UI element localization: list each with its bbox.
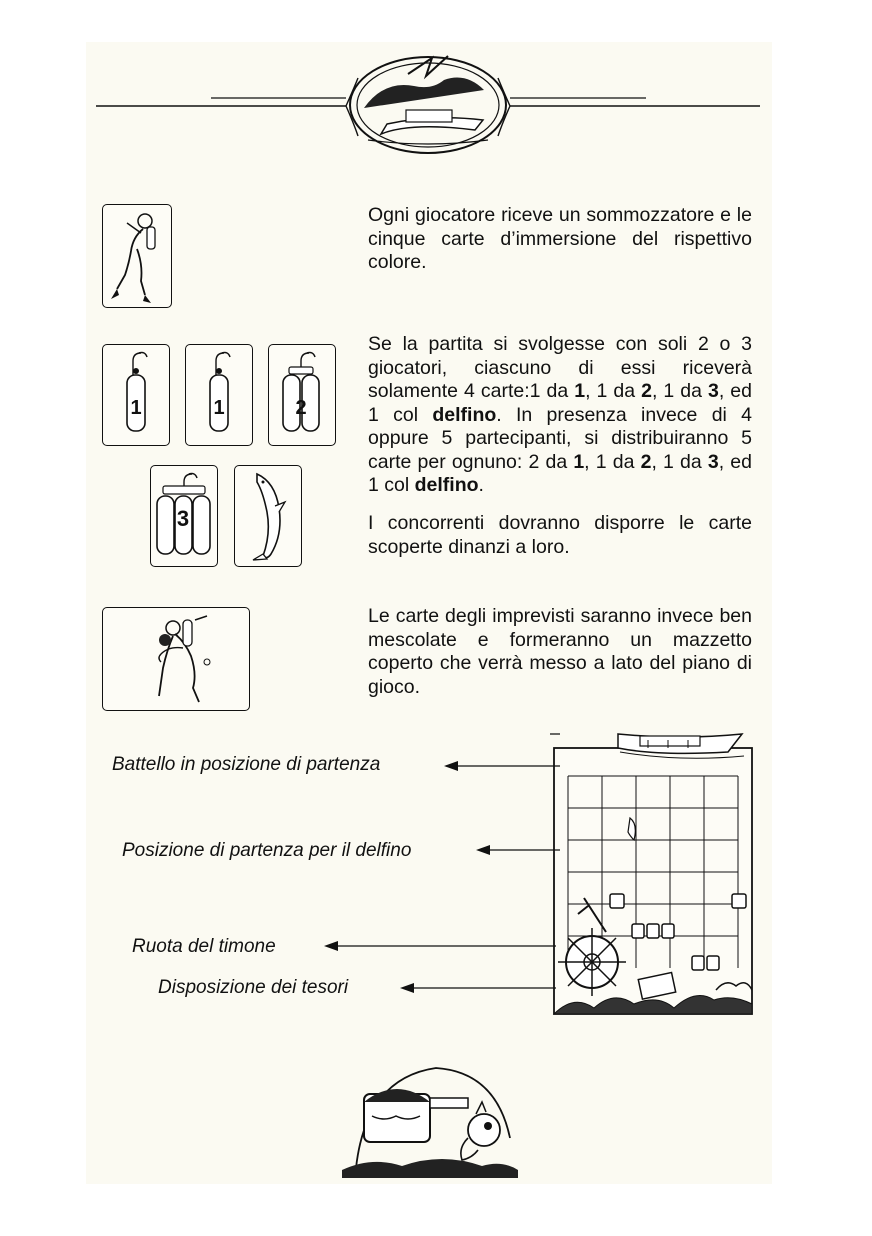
- label-boat-start: Battello in posizione di partenza: [112, 754, 381, 775]
- tank-card-2: [268, 344, 336, 446]
- footer-treasure-emblem: [336, 1058, 526, 1182]
- diver-icon: [103, 608, 249, 710]
- paragraph-divers: Ogni giocatore riceve un sommozzatore e le cinque carte d’immersione del rispettivo colore.: [368, 204, 752, 273]
- header-emblem: [96, 48, 760, 160]
- paragraph-cards-face-up: I concorrenti dovranno disporre le carte scoperte dinanzi a loro.: [368, 512, 752, 558]
- diver-card: [102, 204, 172, 308]
- hazard-card: [102, 607, 250, 711]
- paragraph-hazard-deck: Le carte degli imprevisti saranno invece ben mescolate e formeranno un mazzetto coperto che verrà messo a lato del piano di gioco.: [368, 605, 752, 698]
- tank-card-3: [150, 465, 218, 567]
- label-ship-wheel: Ruota del timone: [132, 936, 276, 957]
- dolphin-icon: [235, 466, 301, 566]
- label-treasures: Disposizione dei tesori: [158, 977, 349, 998]
- ship-wheel-icon: [558, 928, 626, 996]
- double-tank-icon: [269, 345, 335, 445]
- tank-number: 2: [295, 397, 307, 419]
- board-diagram: [548, 728, 756, 1018]
- tank-number: 3: [176, 506, 190, 531]
- diver-icon: [103, 205, 171, 307]
- paragraph-card-distribution: Se la partita si svolgesse con soli 2 o 3 giocatori, ciascuno di essi riceverà solamente 4 carte:1 da 1, 1 da 2, 1 da 3, ed 1 col delfino. In presenza invece di 4 oppure 5 partecipanti, si distribuiranno 5 carte per ognuno: 2 da 1, 1 da 2, 1 da 3, ed 1 col delfino.: [368, 333, 752, 496]
- label-dolphin-start: Posizione di partenza per il delfino: [122, 840, 412, 861]
- tank-number: 1: [130, 397, 142, 419]
- tank-icon: [186, 345, 252, 445]
- dolphin-card: [234, 465, 302, 567]
- tank-number: 1: [213, 397, 225, 419]
- tank-card-1: [102, 344, 170, 446]
- tank-card-1b: [185, 344, 253, 446]
- tank-icon: [103, 345, 169, 445]
